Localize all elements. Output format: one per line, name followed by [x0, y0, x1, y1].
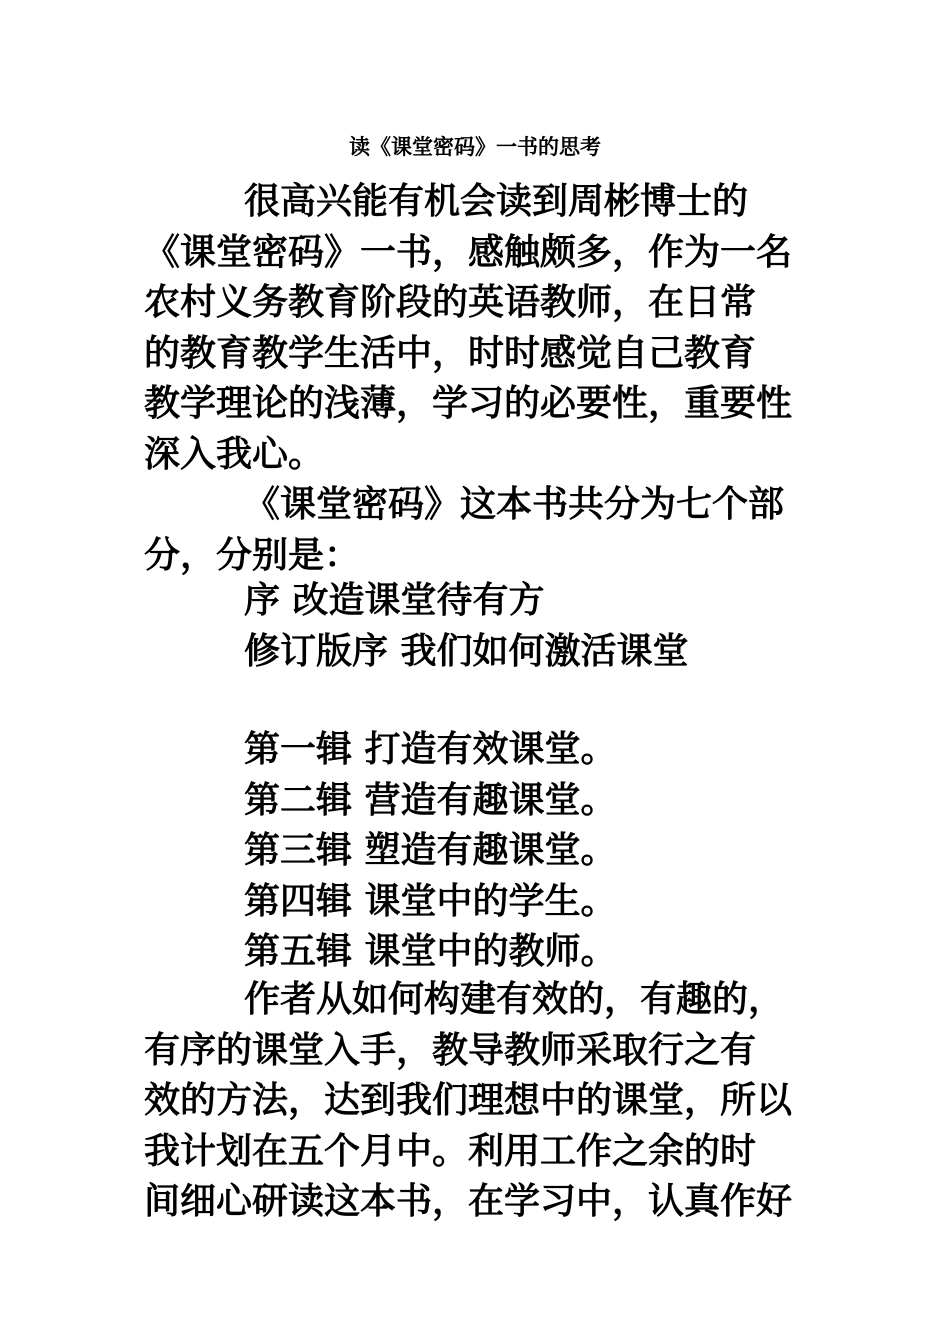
chapter-item: 第三辑 塑造有趣课堂。 — [244, 829, 617, 871]
chapter-item: 第四辑 课堂中的学生。 — [244, 879, 617, 922]
text-line: 间细心研读这本书，在学习中，认真作好 — [144, 1180, 793, 1222]
preface-item: 序 改造课堂待有方 — [244, 579, 545, 621]
preface-item: 修订版序 我们如何激活课堂 — [244, 629, 689, 672]
text-line: 《课堂密码》一书，感触颇多，作为一名 — [144, 230, 793, 273]
paragraph-plan — [144, 974, 810, 1227]
chapter-list — [144, 724, 810, 977]
chapter-item: 第五辑 课堂中的教师。 — [244, 930, 617, 972]
text-line: 深入我心。 — [144, 432, 325, 475]
text-line: 有序的课堂入手，教导教师采取行之有 — [144, 1028, 757, 1071]
text-line: 的教育教学生活中，时时感觉自己教育 — [144, 331, 757, 374]
text-line: 作者从如何构建有效的，有趣的， — [244, 978, 785, 1020]
text-line: 教学理论的浅薄，学习的必要性，重要性 — [144, 382, 793, 424]
text-line: 农村义务教育阶段的英语教师，在日常 — [144, 281, 757, 323]
chapter-item: 第一辑 打造有效课堂。 — [244, 728, 617, 770]
paragraph-structure — [144, 479, 810, 580]
text-line: 我计划在五个月中。利用工作之余的时 — [144, 1129, 757, 1172]
text-line: 分，分别是： — [144, 533, 361, 576]
paragraph-intro — [144, 176, 810, 479]
text-line: 《课堂密码》这本书共分为七个部 — [244, 483, 785, 525]
chapter-item: 第二辑 营造有趣课堂。 — [244, 778, 617, 821]
text-line: 很高兴能有机会读到周彬博士的 — [244, 180, 749, 222]
text-line: 效的方法，达到我们理想中的课堂，所以 — [144, 1079, 793, 1121]
preface-list — [144, 575, 810, 676]
document-title: 读《课堂密码》一书的思考 — [349, 134, 601, 159]
